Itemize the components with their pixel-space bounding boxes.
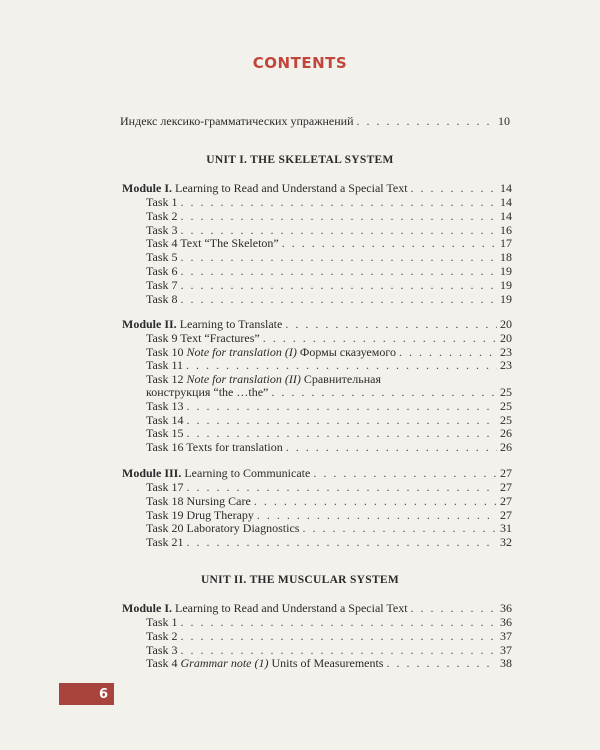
toc-task-text: Task 1 xyxy=(146,615,178,629)
leader-dots xyxy=(357,114,495,128)
toc-task-entry xyxy=(146,629,512,643)
leader-dots xyxy=(181,195,498,209)
toc-task-text: Task 1 xyxy=(146,195,178,209)
toc-task-text: Task 11 xyxy=(146,358,184,373)
toc-task-entry xyxy=(146,480,512,494)
page-number-tab: 6 xyxy=(59,683,114,705)
note-italic: Note for translation (II) xyxy=(186,371,301,386)
leader-dots xyxy=(181,250,498,264)
toc-page-number: 38 xyxy=(500,656,512,671)
unit-heading: UNIT I. THE SKELETAL SYSTEM xyxy=(206,154,394,166)
module-label: Module III. xyxy=(122,466,182,480)
toc-page-number: 14 xyxy=(500,208,512,223)
leader-dots xyxy=(181,278,498,292)
toc-module-heading xyxy=(122,601,512,615)
toc-task-text: Task 17 xyxy=(146,480,184,494)
unit-heading: UNIT II. THE MUSCULAR SYSTEM xyxy=(200,574,400,586)
toc-task-entry xyxy=(146,250,512,264)
toc-page-number: 27 xyxy=(500,493,512,508)
toc-page-number: 31 xyxy=(500,521,512,536)
toc-task-entry xyxy=(146,278,512,292)
toc-task-text: Task 21 xyxy=(146,535,184,550)
toc-task-entry xyxy=(146,615,512,629)
toc-task-entry xyxy=(146,195,512,209)
toc-page-number: 10 xyxy=(498,114,510,128)
leader-dots xyxy=(313,466,497,480)
leader-dots xyxy=(187,413,498,427)
toc-task-text: Task 2 xyxy=(146,208,178,223)
toc-page-number: 17 xyxy=(500,236,512,251)
toc-page-number: 19 xyxy=(500,277,512,292)
module-label: Module I. xyxy=(122,181,173,195)
toc-page-number: 25 xyxy=(500,412,512,427)
toc-entry-index xyxy=(120,114,510,128)
leader-dots xyxy=(263,331,497,345)
toc-task-text: Task 3 xyxy=(146,222,178,237)
toc-task-text: Task 6 xyxy=(146,264,178,278)
toc-task-entry xyxy=(146,643,512,657)
toc-module-heading xyxy=(122,466,512,480)
toc-task-text: Task 16 Texts for translation xyxy=(146,439,283,454)
module-label: Module II. xyxy=(122,317,177,331)
leader-dots xyxy=(181,615,498,629)
toc-page-number: 14 xyxy=(500,195,512,209)
toc-module-heading xyxy=(122,181,512,195)
toc-page-number: 14 xyxy=(500,181,512,195)
toc-task-text: Task 3 xyxy=(146,642,178,657)
toc-task-entry xyxy=(146,385,512,399)
toc-task-entry xyxy=(146,264,512,278)
leader-dots xyxy=(181,264,498,278)
leader-dots xyxy=(411,601,497,615)
toc-task-text: Task 19 Drug Therapy xyxy=(146,507,254,522)
leader-dots xyxy=(386,656,497,670)
toc-task-text: Task 2 xyxy=(146,628,178,643)
toc-page-number: 23 xyxy=(500,344,512,359)
toc-page-number: 26 xyxy=(500,426,512,441)
note-italic: Grammar note (1) xyxy=(180,656,269,671)
toc-task-text: Task 9 Text “Fractures” xyxy=(146,331,260,345)
toc-page-number: 23 xyxy=(500,358,512,373)
toc-task-text: Task 14 xyxy=(146,412,184,427)
module-label: Module I. xyxy=(122,601,173,615)
toc-page-number: 19 xyxy=(500,264,512,278)
leader-dots xyxy=(186,358,497,372)
leader-dots xyxy=(181,223,498,237)
leader-dots xyxy=(285,317,497,331)
leader-dots xyxy=(411,181,497,195)
toc-page-number: 25 xyxy=(500,385,512,400)
toc-task-entry xyxy=(146,656,512,670)
leader-dots xyxy=(181,643,498,657)
leader-dots xyxy=(254,494,497,508)
toc-task-text: Task 18 Nursing Care xyxy=(146,493,251,508)
leader-dots xyxy=(187,399,498,413)
leader-dots xyxy=(187,535,498,549)
toc-task-entry xyxy=(146,521,512,535)
toc-page-number: 20 xyxy=(500,331,512,345)
toc-task-entry xyxy=(146,345,512,359)
toc-page-number: 32 xyxy=(500,535,512,550)
toc-task-text: Task 5 xyxy=(146,250,178,265)
leader-dots xyxy=(181,629,498,643)
toc-task-entry xyxy=(146,426,512,440)
module-title: Learning to Communicate xyxy=(181,466,311,480)
toc-task-text: Task 12 Note for translation (II) Сравнительная xyxy=(146,371,381,386)
toc-page-number: 16 xyxy=(500,222,512,237)
toc-task-entry xyxy=(146,440,512,454)
leader-dots xyxy=(271,385,497,399)
toc-page-number: 27 xyxy=(500,466,512,480)
toc-page-number: 19 xyxy=(500,291,512,306)
toc-page-number: 27 xyxy=(500,480,512,494)
toc-task-text: Task 13 xyxy=(146,399,184,413)
toc-page-number: 18 xyxy=(500,250,512,265)
toc-task-entry xyxy=(146,223,512,237)
toc-task-entry xyxy=(146,236,512,250)
toc-page-number: 26 xyxy=(500,439,512,454)
leader-dots xyxy=(181,209,498,223)
toc-page-number: 36 xyxy=(500,615,512,629)
toc-task-entry xyxy=(146,331,512,345)
toc-task-entry xyxy=(146,372,512,386)
toc-task-text: Task 4 Text “The Skeleton” xyxy=(146,236,279,251)
toc-page-number: 25 xyxy=(500,399,512,413)
leader-dots xyxy=(399,345,497,359)
leader-dots xyxy=(187,426,498,440)
note-italic: Note for translation (I) xyxy=(186,344,297,359)
leader-dots xyxy=(187,480,498,494)
toc-task-text: Task 8 xyxy=(146,291,178,306)
toc-entry-text: Индекс лексико-грамматических упражнений xyxy=(120,114,354,128)
toc-task-text: Task 20 Laboratory Diagnostics xyxy=(146,521,300,536)
leader-dots xyxy=(286,440,497,454)
module-title: Learning to Read and Understand a Special Text xyxy=(172,181,408,195)
toc-task-text: Task 10 Note for translation (I) Формы сказуемого xyxy=(146,344,396,359)
toc-task-entry xyxy=(146,292,512,306)
toc-task-text: конструкция “the …the” xyxy=(146,385,269,400)
leader-dots xyxy=(302,521,497,535)
module-title: Learning to Translate xyxy=(176,317,283,331)
toc-task-entry xyxy=(146,413,512,427)
toc-module-heading xyxy=(122,317,512,331)
contents-title: CONTENTS xyxy=(252,54,348,72)
leader-dots xyxy=(282,236,497,250)
toc-page-number: 27 xyxy=(500,507,512,522)
toc-task-entry xyxy=(146,358,512,372)
toc-task-entry xyxy=(146,508,512,522)
toc-task-entry xyxy=(146,209,512,223)
toc-page-number: 37 xyxy=(500,628,512,643)
toc-task-entry xyxy=(146,399,512,413)
toc-page-number: 36 xyxy=(500,601,512,615)
toc-page-number: 37 xyxy=(500,642,512,657)
module-title: Learning to Read and Understand a Special Text xyxy=(172,601,408,615)
toc-page-number: 20 xyxy=(500,317,512,331)
leader-dots xyxy=(181,292,498,306)
toc-task-text: Task 15 xyxy=(146,426,184,441)
toc-task-entry xyxy=(146,535,512,549)
toc-task-text: Task 7 xyxy=(146,277,178,292)
leader-dots xyxy=(257,508,497,522)
toc-task-text: Task 4 Grammar note (1) Units of Measurements xyxy=(146,656,384,671)
toc-task-entry xyxy=(146,494,512,508)
